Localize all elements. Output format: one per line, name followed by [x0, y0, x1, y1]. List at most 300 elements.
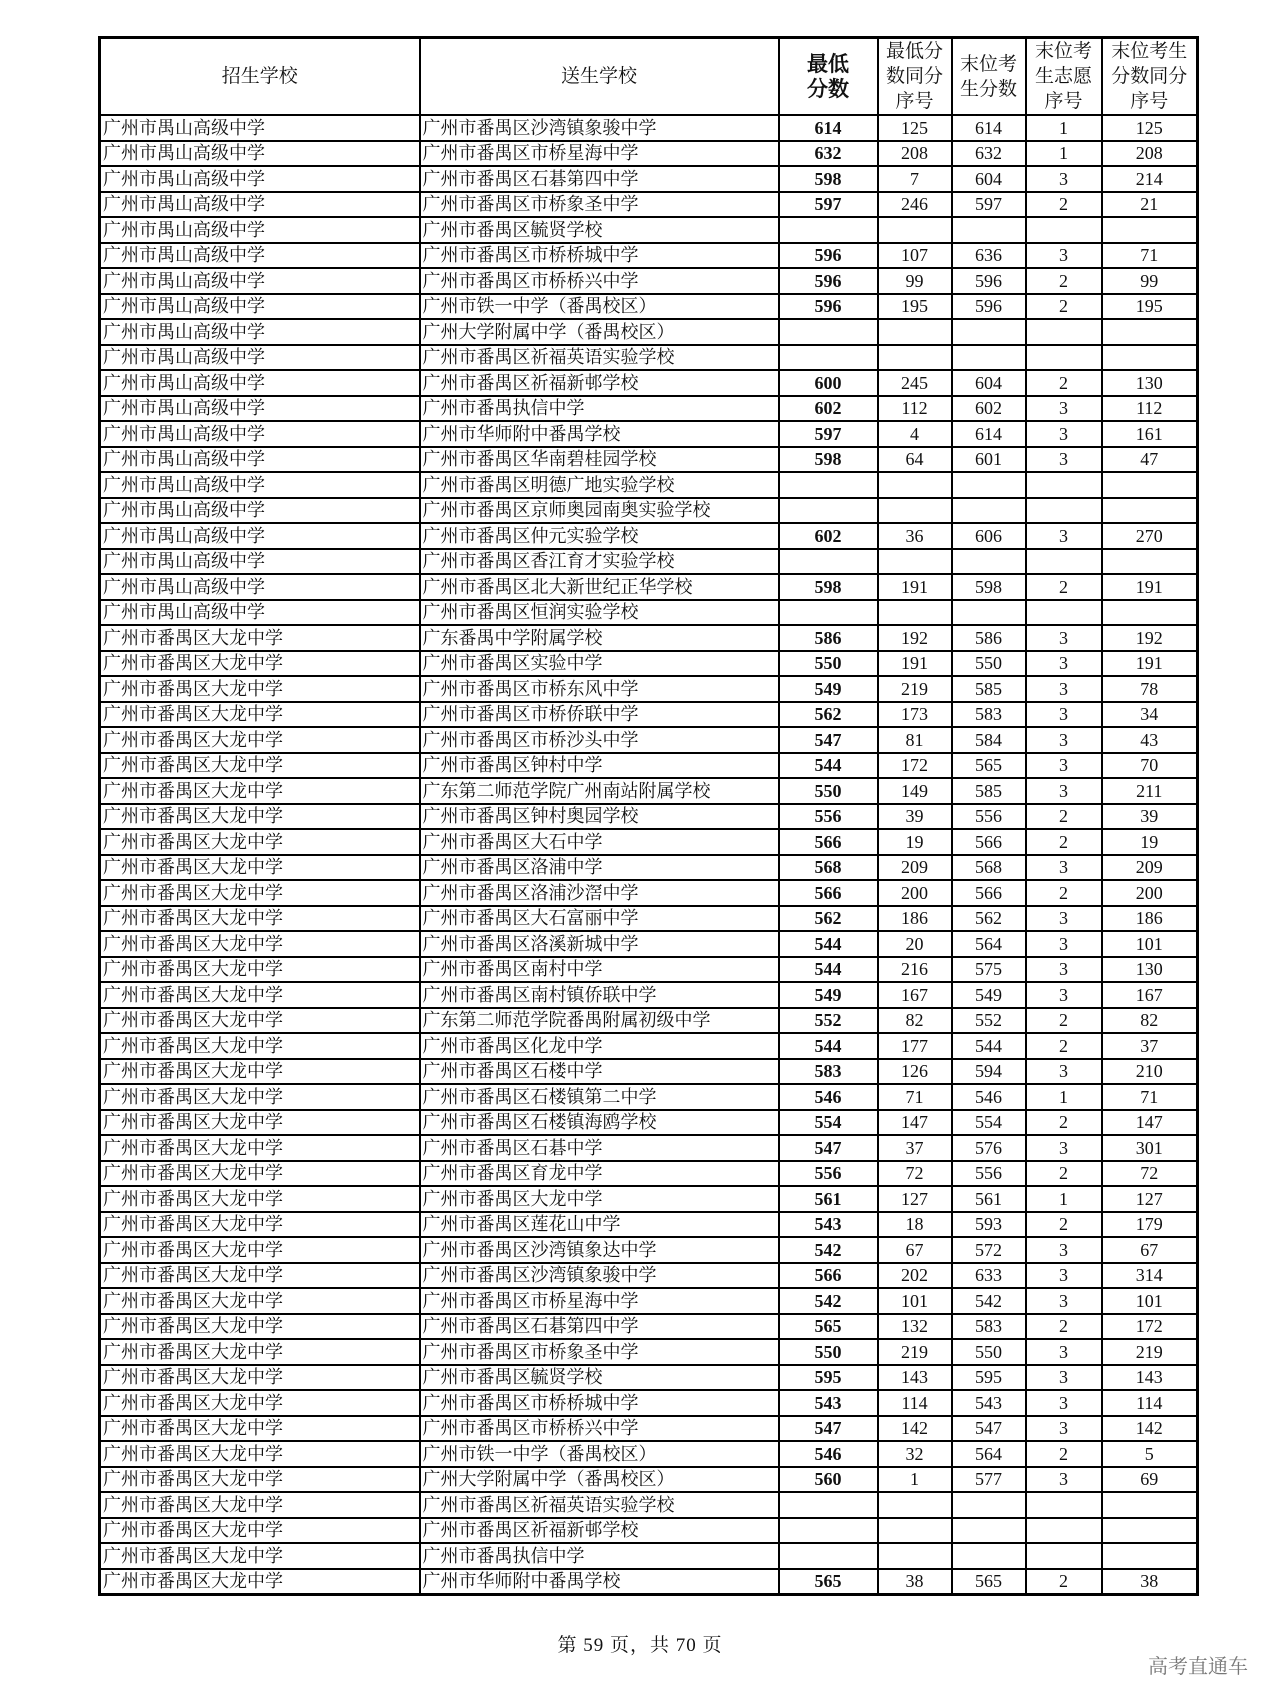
cell-last-score — [952, 319, 1026, 345]
cell-admitting-school: 广州市番禺区大龙中学 — [100, 1237, 420, 1263]
cell-sending-school: 广州市铁一中学（番禺校区） — [420, 1441, 779, 1467]
table-row — [100, 166, 1198, 192]
table-row — [100, 1441, 1198, 1467]
cell-min-score: 550 — [779, 1339, 878, 1365]
cell-min-score: 550 — [779, 651, 878, 677]
cell-last-score — [952, 600, 1026, 626]
cell-sending-school: 广州市番禺区沙湾镇象骏中学 — [420, 1263, 779, 1289]
cell-min-score — [779, 217, 878, 243]
cell-min-score-rank: 173 — [878, 702, 952, 728]
cell-last-choice: 2 — [1026, 370, 1102, 396]
cell-last-score-rank — [1102, 1492, 1198, 1518]
cell-admitting-school: 广州市番禺区大龙中学 — [100, 1135, 420, 1161]
cell-sending-school: 广州市番禺区洛溪新城中学 — [420, 931, 779, 957]
table-row — [100, 370, 1198, 396]
cell-min-score — [779, 549, 878, 575]
table-row — [100, 982, 1198, 1008]
cell-last-choice: 3 — [1026, 855, 1102, 881]
cell-last-score-rank — [1102, 1543, 1198, 1569]
cell-last-score-rank: 127 — [1102, 1186, 1198, 1212]
cell-min-score-rank — [878, 217, 952, 243]
table-row — [100, 1059, 1198, 1085]
cell-sending-school: 广州市华师附中番禺学校 — [420, 1569, 779, 1595]
cell-last-score-rank: 72 — [1102, 1161, 1198, 1187]
cell-last-score-rank: 82 — [1102, 1008, 1198, 1034]
cell-min-score-rank: 39 — [878, 804, 952, 830]
table-row — [100, 855, 1198, 881]
cell-min-score-rank: 7 — [878, 166, 952, 192]
cell-last-score: 546 — [952, 1084, 1026, 1110]
table-row — [100, 1569, 1198, 1595]
table-row — [100, 880, 1198, 906]
cell-last-choice — [1026, 1518, 1102, 1544]
table-row — [100, 625, 1198, 651]
cell-last-score: 552 — [952, 1008, 1026, 1034]
table-row — [100, 115, 1198, 141]
cell-sending-school: 广州市番禺区钟村奥园学校 — [420, 804, 779, 830]
cell-admitting-school: 广州市禺山高级中学 — [100, 294, 420, 320]
cell-last-score: 566 — [952, 880, 1026, 906]
cell-admitting-school: 广州市禺山高级中学 — [100, 370, 420, 396]
cell-min-score: 542 — [779, 1288, 878, 1314]
cell-min-score: 565 — [779, 1314, 878, 1340]
cell-last-score: 632 — [952, 141, 1026, 167]
cell-sending-school: 广州市华师附中番禺学校 — [420, 421, 779, 447]
cell-sending-school: 广州市番禺区市桥桥城中学 — [420, 1390, 779, 1416]
cell-sending-school: 广州市番禺区市桥象圣中学 — [420, 1339, 779, 1365]
cell-admitting-school: 广州市番禺区大龙中学 — [100, 1212, 420, 1238]
cell-min-score: 602 — [779, 523, 878, 549]
cell-admitting-school: 广州市番禺区大龙中学 — [100, 727, 420, 753]
cell-min-score-rank: 101 — [878, 1288, 952, 1314]
cell-min-score: 566 — [779, 1263, 878, 1289]
cell-sending-school: 广州市番禺区市桥桥城中学 — [420, 243, 779, 269]
cell-last-choice: 3 — [1026, 702, 1102, 728]
table-row — [100, 1033, 1198, 1059]
cell-admitting-school: 广州市番禺区大龙中学 — [100, 1518, 420, 1544]
table-row — [100, 1416, 1198, 1442]
cell-min-score: 566 — [779, 880, 878, 906]
cell-admitting-school: 广州市禺山高级中学 — [100, 217, 420, 243]
table-row — [100, 1314, 1198, 1340]
cell-last-score-rank: 191 — [1102, 574, 1198, 600]
cell-sending-school: 广州市番禺区祈福英语实验学校 — [420, 1492, 779, 1518]
cell-last-score-rank: 192 — [1102, 625, 1198, 651]
cell-sending-school: 广州市番禺区化龙中学 — [420, 1033, 779, 1059]
cell-last-score: 568 — [952, 855, 1026, 881]
cell-sending-school: 广州市番禺区市桥星海中学 — [420, 141, 779, 167]
cell-last-score-rank: 43 — [1102, 727, 1198, 753]
cell-last-score: 585 — [952, 778, 1026, 804]
cell-min-score: 595 — [779, 1365, 878, 1391]
cell-admitting-school: 广州市番禺区大龙中学 — [100, 1263, 420, 1289]
cell-sending-school: 广州市番禺区石碁中学 — [420, 1135, 779, 1161]
table-row — [100, 931, 1198, 957]
cell-admitting-school: 广州市番禺区大龙中学 — [100, 1467, 420, 1493]
cell-min-score — [779, 498, 878, 524]
table-row — [100, 1263, 1198, 1289]
cell-min-score-rank — [878, 319, 952, 345]
cell-admitting-school: 广州市番禺区大龙中学 — [100, 1569, 420, 1595]
cell-min-score-rank: 107 — [878, 243, 952, 269]
cell-last-score: 604 — [952, 370, 1026, 396]
cell-min-score-rank: 71 — [878, 1084, 952, 1110]
cell-last-score-rank: 38 — [1102, 1569, 1198, 1595]
cell-min-score-rank: 186 — [878, 906, 952, 932]
cell-min-score: 598 — [779, 574, 878, 600]
cell-last-score: 636 — [952, 243, 1026, 269]
table-row — [100, 1518, 1198, 1544]
cell-sending-school: 广州市番禺区祈福新邨学校 — [420, 1518, 779, 1544]
cell-min-score-rank: 208 — [878, 141, 952, 167]
cell-last-choice: 2 — [1026, 1110, 1102, 1136]
cell-min-score-rank: 132 — [878, 1314, 952, 1340]
cell-admitting-school: 广州市番禺区大龙中学 — [100, 957, 420, 983]
cell-sending-school: 广州大学附属中学（番禺校区） — [420, 1467, 779, 1493]
table-body — [100, 115, 1198, 1595]
header-min-score-rank — [878, 38, 952, 116]
cell-min-score-rank: 36 — [878, 523, 952, 549]
cell-last-choice: 1 — [1026, 1186, 1102, 1212]
cell-min-score: 560 — [779, 1467, 878, 1493]
cell-last-score: 595 — [952, 1365, 1026, 1391]
cell-last-choice: 3 — [1026, 523, 1102, 549]
cell-last-score-rank — [1102, 498, 1198, 524]
cell-last-choice: 2 — [1026, 1569, 1102, 1595]
cell-min-score: 544 — [779, 957, 878, 983]
cell-admitting-school: 广州市禺山高级中学 — [100, 115, 420, 141]
cell-sending-school: 广州市番禺区明德广地实验学校 — [420, 472, 779, 498]
cell-last-score-rank: 39 — [1102, 804, 1198, 830]
cell-min-score: 547 — [779, 1135, 878, 1161]
cell-sending-school: 广州市番禺区石楼中学 — [420, 1059, 779, 1085]
cell-last-score: 596 — [952, 268, 1026, 294]
cell-last-score-rank: 130 — [1102, 957, 1198, 983]
cell-last-score: 564 — [952, 1441, 1026, 1467]
cell-last-score: 554 — [952, 1110, 1026, 1136]
cell-min-score-rank: 72 — [878, 1161, 952, 1187]
cell-sending-school: 广州市番禺区市桥沙头中学 — [420, 727, 779, 753]
table-row — [100, 421, 1198, 447]
cell-last-choice: 2 — [1026, 294, 1102, 320]
cell-last-choice: 3 — [1026, 1339, 1102, 1365]
cell-last-choice: 2 — [1026, 574, 1102, 600]
table-row — [100, 906, 1198, 932]
header-sending-school: 送生学校 — [420, 38, 779, 116]
table-header-row — [100, 38, 1198, 116]
cell-last-score-rank: 270 — [1102, 523, 1198, 549]
cell-last-score-rank: 99 — [1102, 268, 1198, 294]
cell-sending-school: 广州市番禺区沙湾镇象达中学 — [420, 1237, 779, 1263]
cell-sending-school: 广州市番禺区市桥侨联中学 — [420, 702, 779, 728]
header-min-score-rank-text: 最低分数同分序号 — [885, 41, 943, 112]
cell-last-score: 547 — [952, 1416, 1026, 1442]
cell-min-score — [779, 319, 878, 345]
cell-sending-school: 广州市番禺区石楼镇海鸥学校 — [420, 1110, 779, 1136]
cell-last-score — [952, 498, 1026, 524]
cell-last-score: 585 — [952, 676, 1026, 702]
cell-last-score: 594 — [952, 1059, 1026, 1085]
cell-min-score: 596 — [779, 294, 878, 320]
cell-last-score: 576 — [952, 1135, 1026, 1161]
cell-last-score-rank: 5 — [1102, 1441, 1198, 1467]
cell-admitting-school: 广州市禺山高级中学 — [100, 549, 420, 575]
cell-min-score: 554 — [779, 1110, 878, 1136]
table-row — [100, 1365, 1198, 1391]
cell-sending-school: 广州市番禺区市桥东风中学 — [420, 676, 779, 702]
cell-sending-school: 广州市番禺执信中学 — [420, 1543, 779, 1569]
cell-last-choice: 3 — [1026, 396, 1102, 422]
cell-min-score-rank: 245 — [878, 370, 952, 396]
cell-last-choice: 2 — [1026, 829, 1102, 855]
table-row — [100, 1288, 1198, 1314]
cell-min-score-rank: 167 — [878, 982, 952, 1008]
cell-sending-school: 广州市番禺区祈福英语实验学校 — [420, 345, 779, 371]
cell-sending-school: 广州市番禺区钟村中学 — [420, 753, 779, 779]
cell-last-choice — [1026, 1492, 1102, 1518]
cell-admitting-school: 广州市番禺区大龙中学 — [100, 651, 420, 677]
cell-last-choice: 3 — [1026, 931, 1102, 957]
cell-min-score — [779, 1543, 878, 1569]
cell-last-score: 614 — [952, 421, 1026, 447]
cell-min-score — [779, 1492, 878, 1518]
cell-min-score-rank — [878, 472, 952, 498]
cell-last-score-rank: 101 — [1102, 1288, 1198, 1314]
cell-min-score: 568 — [779, 855, 878, 881]
page-number: 第 59 页，共 70 页 — [557, 1635, 723, 1656]
cell-last-choice: 3 — [1026, 1059, 1102, 1085]
table-row — [100, 651, 1198, 677]
cell-last-score-rank: 70 — [1102, 753, 1198, 779]
cell-last-score: 583 — [952, 702, 1026, 728]
table-row — [100, 1084, 1198, 1110]
cell-last-score-rank: 21 — [1102, 192, 1198, 218]
cell-sending-school: 广州市番禺区沙湾镇象骏中学 — [420, 115, 779, 141]
cell-sending-school: 广州市番禺区大石中学 — [420, 829, 779, 855]
cell-last-score: 562 — [952, 906, 1026, 932]
cell-min-score: 547 — [779, 1416, 878, 1442]
cell-min-score-rank: 149 — [878, 778, 952, 804]
table-row — [100, 1161, 1198, 1187]
cell-min-score: 552 — [779, 1008, 878, 1034]
cell-sending-school: 广州市番禺区市桥桥兴中学 — [420, 268, 779, 294]
cell-last-choice: 3 — [1026, 957, 1102, 983]
cell-last-choice: 3 — [1026, 1416, 1102, 1442]
cell-sending-school: 广州市番禺区祈福新邨学校 — [420, 370, 779, 396]
cell-min-score: 600 — [779, 370, 878, 396]
cell-last-score-rank: 71 — [1102, 243, 1198, 269]
cell-admitting-school: 广州市番禺区大龙中学 — [100, 1441, 420, 1467]
cell-last-score-rank — [1102, 319, 1198, 345]
cell-last-score: 598 — [952, 574, 1026, 600]
cell-admitting-school: 广州市禺山高级中学 — [100, 472, 420, 498]
cell-last-choice: 3 — [1026, 1365, 1102, 1391]
cell-last-score: 583 — [952, 1314, 1026, 1340]
cell-admitting-school: 广州市禺山高级中学 — [100, 243, 420, 269]
header-last-choice-text: 末位考生志愿序号 — [1034, 41, 1092, 112]
cell-admitting-school: 广州市禺山高级中学 — [100, 421, 420, 447]
cell-sending-school: 广州市番禺区市桥桥兴中学 — [420, 1416, 779, 1442]
cell-last-score: 584 — [952, 727, 1026, 753]
cell-last-choice: 1 — [1026, 141, 1102, 167]
cell-sending-school: 广州市番禺执信中学 — [420, 396, 779, 422]
cell-last-choice: 3 — [1026, 1263, 1102, 1289]
cell-admitting-school: 广州市番禺区大龙中学 — [100, 778, 420, 804]
cell-min-score-rank: 209 — [878, 855, 952, 881]
cell-last-score-rank — [1102, 549, 1198, 575]
cell-last-choice: 3 — [1026, 778, 1102, 804]
cell-sending-school: 广州市番禺区香江育才实验学校 — [420, 549, 779, 575]
cell-min-score-rank: 172 — [878, 753, 952, 779]
cell-last-score-rank — [1102, 600, 1198, 626]
cell-min-score: 562 — [779, 906, 878, 932]
cell-sending-school: 广州市番禺区育龙中学 — [420, 1161, 779, 1187]
cell-last-score-rank: 195 — [1102, 294, 1198, 320]
cell-last-score: 575 — [952, 957, 1026, 983]
cell-min-score: 549 — [779, 676, 878, 702]
cell-min-score-rank: 246 — [878, 192, 952, 218]
table-row — [100, 217, 1198, 243]
cell-min-score-rank: 177 — [878, 1033, 952, 1059]
cell-last-score-rank: 179 — [1102, 1212, 1198, 1238]
cell-min-score-rank: 112 — [878, 396, 952, 422]
table-row — [100, 268, 1198, 294]
table-row — [100, 957, 1198, 983]
cell-sending-school: 广州市番禺区恒润实验学校 — [420, 600, 779, 626]
cell-min-score: 546 — [779, 1441, 878, 1467]
cell-min-score-rank — [878, 345, 952, 371]
cell-min-score-rank: 19 — [878, 829, 952, 855]
cell-last-choice — [1026, 217, 1102, 243]
cell-last-choice — [1026, 1543, 1102, 1569]
cell-admitting-school: 广州市番禺区大龙中学 — [100, 829, 420, 855]
cell-last-choice: 2 — [1026, 268, 1102, 294]
watermark: 高考直通车 — [1148, 1654, 1248, 1678]
cell-last-choice: 1 — [1026, 115, 1102, 141]
cell-min-score: 544 — [779, 931, 878, 957]
table-row — [100, 319, 1198, 345]
header-min-score — [779, 38, 878, 116]
cell-min-score: 546 — [779, 1084, 878, 1110]
cell-min-score: 549 — [779, 982, 878, 1008]
cell-admitting-school: 广州市番禺区大龙中学 — [100, 676, 420, 702]
cell-sending-school: 广州市番禺区石碁第四中学 — [420, 166, 779, 192]
cell-last-score: 606 — [952, 523, 1026, 549]
cell-min-score: 597 — [779, 192, 878, 218]
cell-admitting-school: 广州市番禺区大龙中学 — [100, 982, 420, 1008]
cell-min-score-rank: 195 — [878, 294, 952, 320]
table-row — [100, 1390, 1198, 1416]
cell-admitting-school: 广州市番禺区大龙中学 — [100, 906, 420, 932]
cell-last-choice: 2 — [1026, 192, 1102, 218]
cell-last-score: 561 — [952, 1186, 1026, 1212]
cell-last-choice: 3 — [1026, 1390, 1102, 1416]
cell-last-choice: 3 — [1026, 1467, 1102, 1493]
table-row — [100, 1492, 1198, 1518]
cell-last-score: 542 — [952, 1288, 1026, 1314]
cell-last-score-rank: 186 — [1102, 906, 1198, 932]
table-row — [100, 523, 1198, 549]
cell-last-choice — [1026, 345, 1102, 371]
cell-sending-school: 广州市番禺区市桥星海中学 — [420, 1288, 779, 1314]
cell-min-score-rank: 20 — [878, 931, 952, 957]
cell-admitting-school: 广州市番禺区大龙中学 — [100, 1084, 420, 1110]
cell-last-choice: 2 — [1026, 804, 1102, 830]
table-row — [100, 472, 1198, 498]
cell-last-score-rank: 34 — [1102, 702, 1198, 728]
cell-sending-school: 广州市番禺区市桥象圣中学 — [420, 192, 779, 218]
cell-admitting-school: 广州市禺山高级中学 — [100, 523, 420, 549]
cell-last-score-rank: 172 — [1102, 1314, 1198, 1340]
cell-last-score — [952, 1518, 1026, 1544]
cell-sending-school: 广州市番禺区洛浦沙滘中学 — [420, 880, 779, 906]
cell-min-score: 596 — [779, 243, 878, 269]
cell-min-score: 598 — [779, 447, 878, 473]
table-row — [100, 1212, 1198, 1238]
cell-sending-school: 广州大学附属中学（番禺校区） — [420, 319, 779, 345]
cell-last-choice — [1026, 498, 1102, 524]
cell-last-score — [952, 472, 1026, 498]
cell-last-score-rank — [1102, 217, 1198, 243]
cell-admitting-school: 广州市番禺区大龙中学 — [100, 753, 420, 779]
cell-last-choice: 3 — [1026, 166, 1102, 192]
cell-min-score: 597 — [779, 421, 878, 447]
cell-sending-school: 广东第二师范学院广州南站附属学校 — [420, 778, 779, 804]
cell-admitting-school: 广州市番禺区大龙中学 — [100, 1365, 420, 1391]
cell-min-score-rank: 81 — [878, 727, 952, 753]
cell-min-score-rank: 200 — [878, 880, 952, 906]
cell-last-score-rank: 125 — [1102, 115, 1198, 141]
cell-last-score-rank: 167 — [1102, 982, 1198, 1008]
cell-admitting-school: 广州市番禺区大龙中学 — [100, 804, 420, 830]
cell-last-score-rank — [1102, 345, 1198, 371]
cell-admitting-school: 广州市禺山高级中学 — [100, 166, 420, 192]
cell-last-score: 597 — [952, 192, 1026, 218]
cell-min-score-rank: 67 — [878, 1237, 952, 1263]
cell-sending-school: 广州市番禺区石楼镇第二中学 — [420, 1084, 779, 1110]
cell-last-score-rank: 78 — [1102, 676, 1198, 702]
table-row — [100, 600, 1198, 626]
cell-admitting-school: 广州市番禺区大龙中学 — [100, 1543, 420, 1569]
cell-last-score-rank: 211 — [1102, 778, 1198, 804]
cell-last-score — [952, 345, 1026, 371]
cell-last-choice: 3 — [1026, 243, 1102, 269]
cell-last-score-rank: 19 — [1102, 829, 1198, 855]
cell-last-score: 604 — [952, 166, 1026, 192]
table-row — [100, 702, 1198, 728]
cell-min-score-rank: 114 — [878, 1390, 952, 1416]
table-row — [100, 192, 1198, 218]
table-row — [100, 574, 1198, 600]
cell-sending-school: 广州市番禺区仲元实验学校 — [420, 523, 779, 549]
cell-min-score-rank: 1 — [878, 1467, 952, 1493]
cell-min-score — [779, 472, 878, 498]
cell-last-score-rank: 114 — [1102, 1390, 1198, 1416]
table-row — [100, 1467, 1198, 1493]
cell-last-choice: 3 — [1026, 982, 1102, 1008]
cell-last-choice: 2 — [1026, 1314, 1102, 1340]
cell-last-score-rank: 69 — [1102, 1467, 1198, 1493]
header-last-score — [952, 38, 1026, 116]
cell-min-score: 544 — [779, 753, 878, 779]
cell-last-score-rank — [1102, 1518, 1198, 1544]
table-row — [100, 141, 1198, 167]
cell-admitting-school: 广州市禺山高级中学 — [100, 345, 420, 371]
cell-admitting-school: 广州市番禺区大龙中学 — [100, 1059, 420, 1085]
cell-admitting-school: 广州市番禺区大龙中学 — [100, 1288, 420, 1314]
cell-last-score-rank: 314 — [1102, 1263, 1198, 1289]
cell-last-score-rank: 210 — [1102, 1059, 1198, 1085]
